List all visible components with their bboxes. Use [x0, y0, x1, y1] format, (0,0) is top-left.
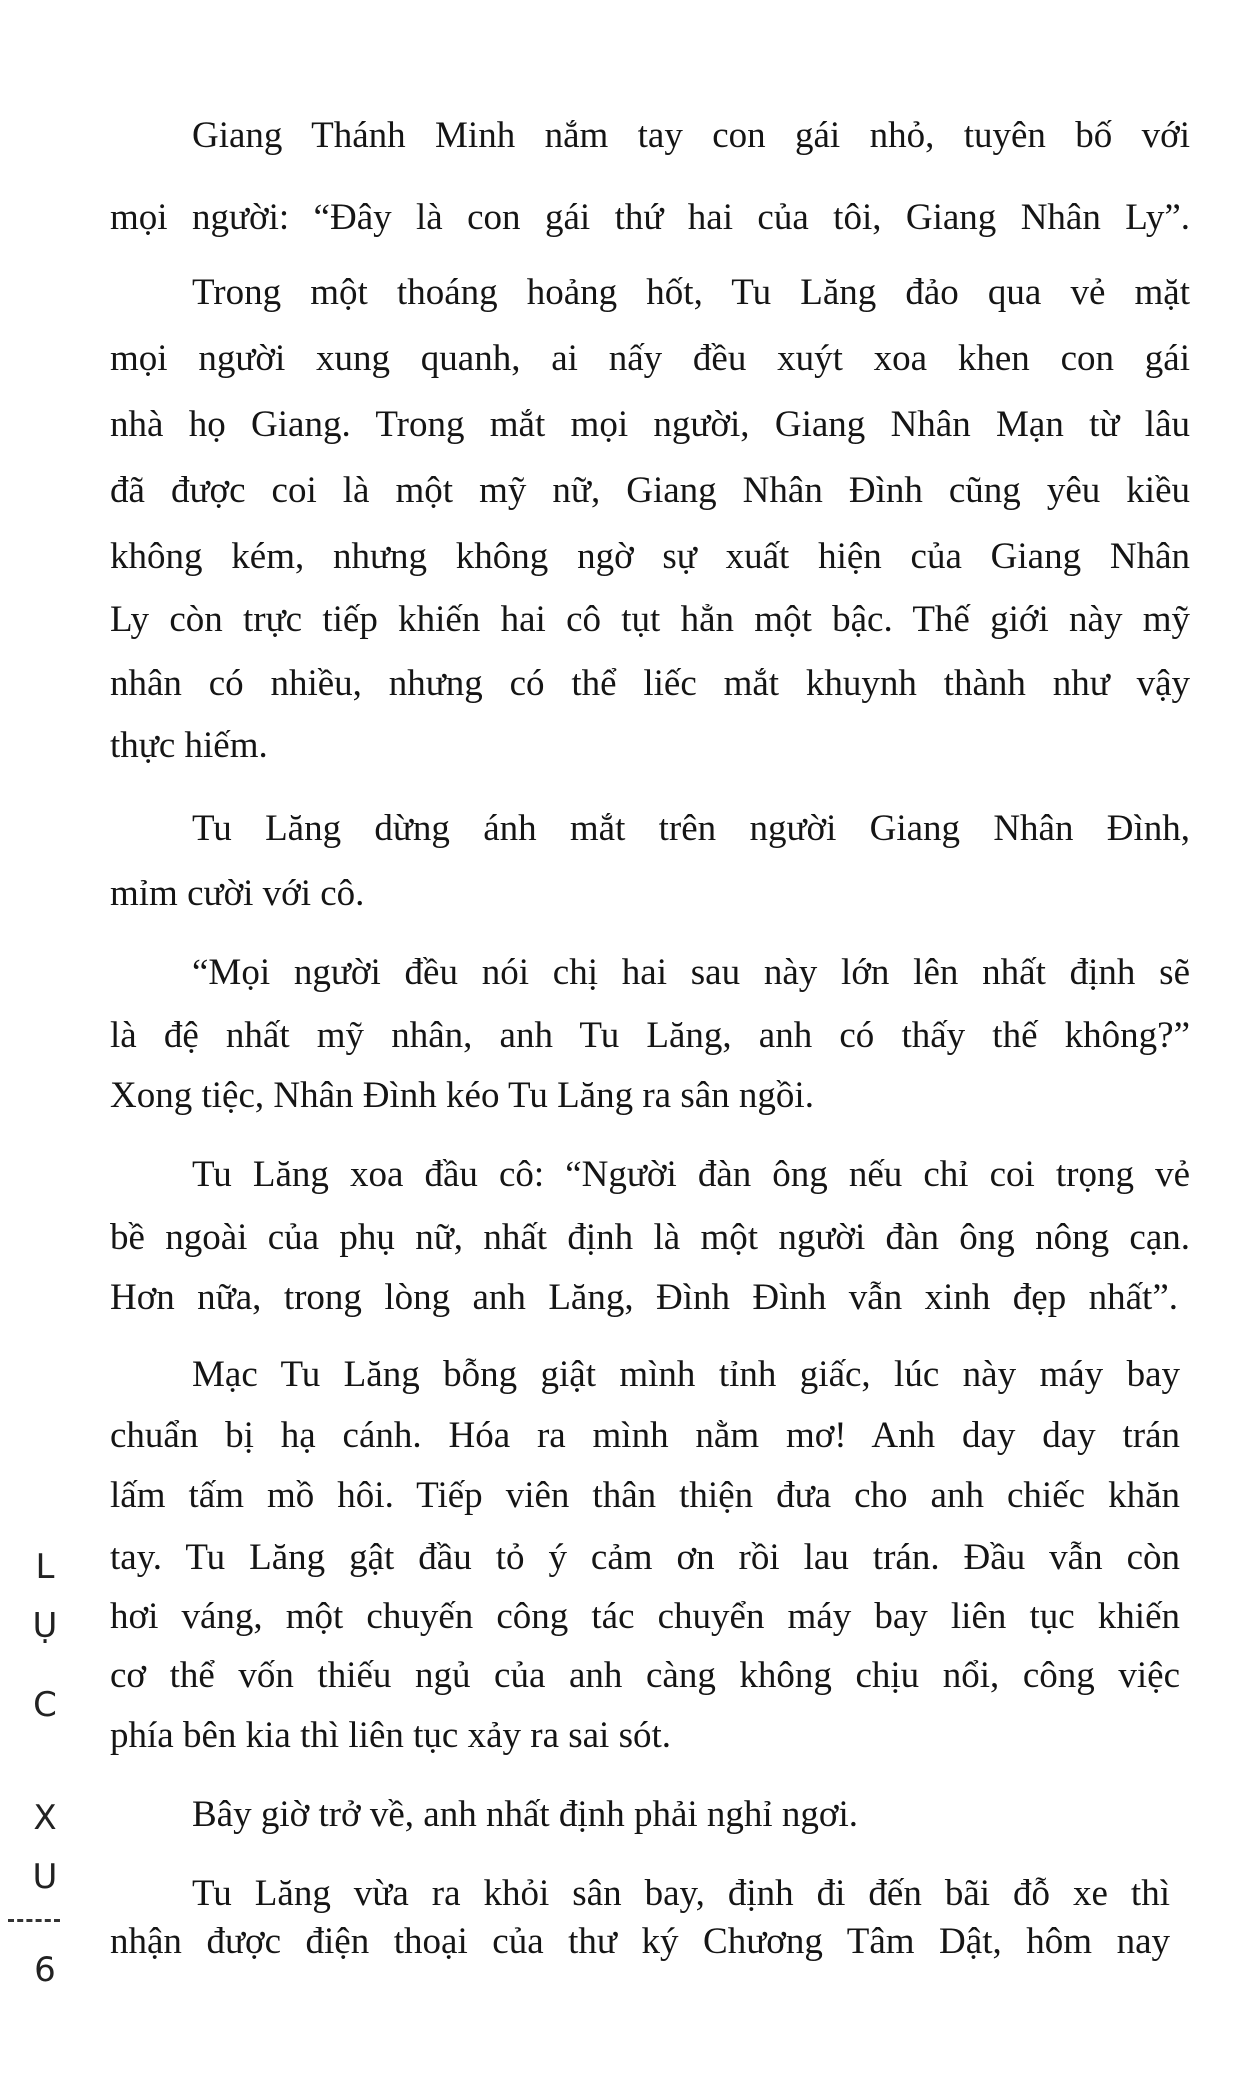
text-line: tay. Tu Lăng gật đầu tỏ ý cảm ơn rồi lau trán. Đầu vẫn còn	[110, 1537, 1180, 1578]
text-line: cơ thể vốn thiếu ngủ của anh càng không chịu nổi, công việc	[110, 1655, 1180, 1696]
page-number: 6	[34, 1950, 56, 1990]
side-letter: U	[32, 1857, 58, 1897]
text-line: Giang Thánh Minh nắm tay con gái nhỏ, tuyên bố với	[192, 115, 1190, 156]
text-line: thực hiếm.	[110, 725, 268, 766]
side-letter: L	[35, 1547, 55, 1587]
text-line: Mạc Tu Lăng bỗng giật mình tỉnh giấc, lúc này máy bay	[192, 1354, 1180, 1395]
text-line: mỉm cười với cô.	[110, 873, 365, 914]
text-line: đã được coi là một mỹ nữ, Giang Nhân Đình cũng yêu kiều	[110, 470, 1190, 511]
divider	[8, 1919, 60, 1922]
side-letter: Ụ	[32, 1606, 58, 1646]
text-line: là đệ nhất mỹ nhân, anh Tu Lăng, anh có thấy thế không?”	[110, 1015, 1190, 1056]
text-line: phía bên kia thì liên tục xảy ra sai sót.	[110, 1715, 672, 1756]
text-line: hơi váng, một chuyến công tác chuyển máy bay liên tục khiến	[110, 1596, 1180, 1637]
text-line: Tu Lăng vừa ra khỏi sân bay, định đi đến bãi đỗ xe thì	[192, 1873, 1170, 1914]
text-line: Trong một thoáng hoảng hốt, Tu Lăng đảo qua vẻ mặt	[192, 272, 1190, 313]
text-line: chuẩn bị hạ cánh. Hóa ra mình nằm mơ! Anh day day trán	[110, 1415, 1180, 1456]
text-line: Tu Lăng dừng ánh mắt trên người Giang Nhân Đình,	[192, 808, 1190, 849]
text-line: không kém, nhưng không ngờ sự xuất hiện của Giang Nhân	[110, 536, 1190, 577]
text-line: Xong tiệc, Nhân Đình kéo Tu Lăng ra sân ngồi.	[110, 1075, 814, 1116]
side-letter: X	[33, 1798, 57, 1838]
text-line: bề ngoài của phụ nữ, nhất định là một người đàn ông nông cạn.	[110, 1217, 1190, 1258]
side-letter: C	[33, 1685, 57, 1725]
text-line: mọi người xung quanh, ai nấy đều xuýt xoa khen con gái	[110, 338, 1190, 379]
text-line: nhà họ Giang. Trong mắt mọi người, Giang Nhân Mạn từ lâu	[110, 404, 1190, 445]
text-line: nhân có nhiều, nhưng có thể liếc mắt khuynh thành như vậy	[110, 663, 1190, 704]
text-line: mọi người: “Đây là con gái thứ hai của tôi, Giang Nhân Ly”.	[110, 197, 1190, 238]
text-line: Ly còn trực tiếp khiến hai cô tụt hẳn một bậc. Thế giới này mỹ	[110, 599, 1190, 640]
text-line: Bây giờ trở về, anh nhất định phải nghỉ ngơi.	[192, 1794, 859, 1835]
text-line: “Mọi người đều nói chị hai sau này lớn lên nhất định sẽ	[192, 952, 1190, 993]
text-line: Hơn nữa, trong lòng anh Lăng, Đình Đình vẫn xinh đẹp nhất”.	[110, 1277, 1178, 1318]
text-line: Tu Lăng xoa đầu cô: “Người đàn ông nếu chỉ coi trọng vẻ	[192, 1154, 1190, 1195]
text-line: nhận được điện thoại của thư ký Chương Tâm Dật, hôm nay	[110, 1921, 1170, 1962]
text-line: lấm tấm mồ hôi. Tiếp viên thân thiện đưa cho anh chiếc khăn	[110, 1475, 1180, 1516]
